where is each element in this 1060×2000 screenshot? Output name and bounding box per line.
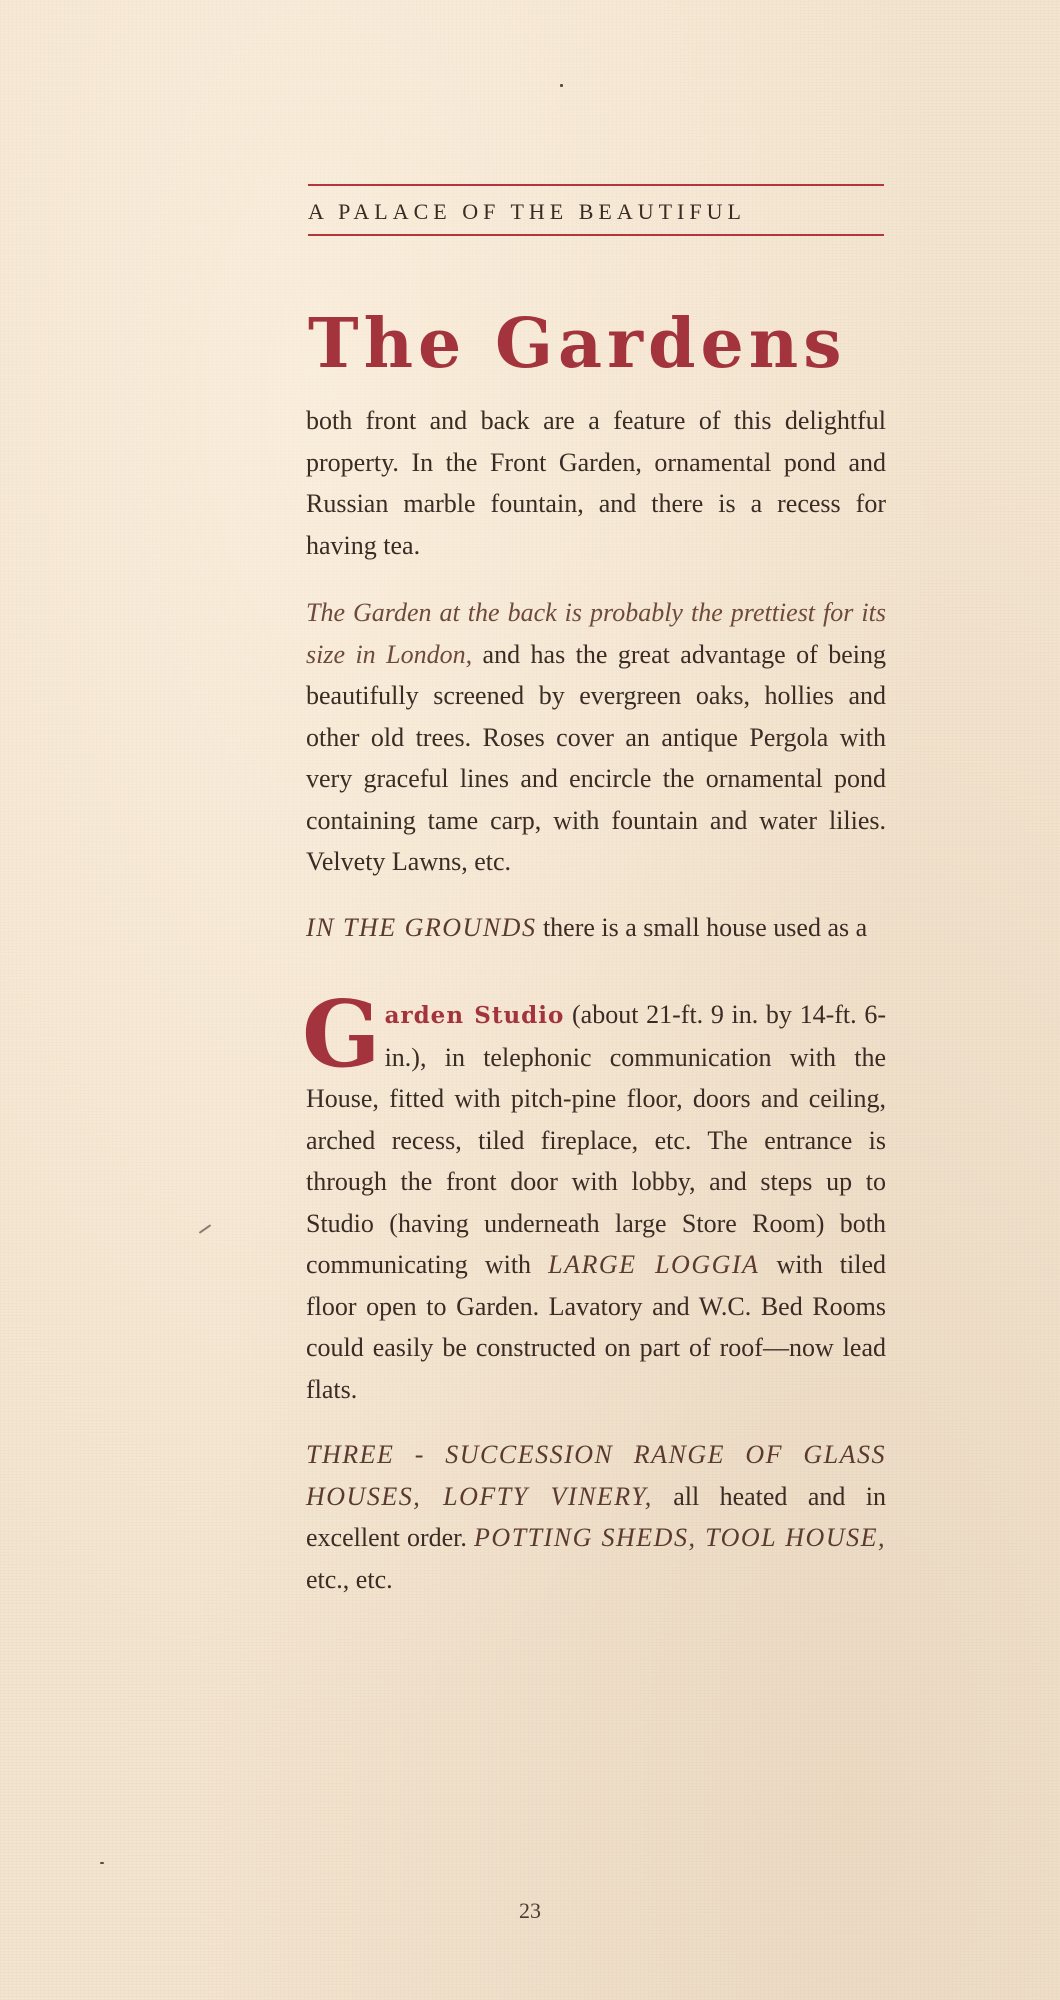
garden-studio-text-a: (about 21-ft. 9 in. by 14-ft. 6-in.), in telephonic communication with the House, fitted with pitch-pine floor, doors and ceiling, arched recess, tiled fireplace, etc. The entrance is through the front door with lobby, and steps up to Studio (having underneath large Store Room) both communicating with (306, 1000, 886, 1279)
page-number: 23 (519, 1898, 541, 1923)
paragraph-front-garden (306, 400, 886, 566)
glass-houses-end: etc., etc. (306, 1564, 393, 1594)
page-title: The Gardens (308, 304, 847, 384)
paragraph-back-garden (306, 592, 886, 883)
glass-houses-text: all heated and in excellent order. (306, 1481, 886, 1552)
paper-speck (199, 1224, 212, 1234)
paragraph-front-garden-text: both front and back are a feature of this delightful property. In the Front Garden, ornamental pond and Russian marble fountain, and there is a recess for having tea. (306, 406, 886, 560)
body-text (302, 400, 887, 1600)
garden-studio-text-b: with tiled floor open to Garden. Lavatory and W.C. Bed Rooms could easily be constructed on part of roof—now lead flats. (306, 1250, 887, 1404)
header-rule-bottom (308, 234, 884, 236)
running-head-text: A PALACE OF THE BEAUTIFUL (308, 199, 746, 224)
header-rule-top (308, 184, 884, 186)
running-header (308, 184, 884, 236)
back-garden-italic: The Garden at the back is probably the prettiest for its size in London, (306, 598, 886, 669)
paper-speck (560, 84, 563, 87)
garden-studio-heading: arden Studio (384, 1002, 565, 1029)
paragraph-garden-studio (302, 980, 887, 1410)
paragraph-grounds (306, 907, 886, 949)
sheds-italic: POTTING SHEDS, TOOL HOUSE, (474, 1523, 886, 1552)
drop-cap: G (302, 980, 381, 1088)
grounds-text: there is a small house used as a (536, 912, 868, 942)
paper-speck (100, 1862, 104, 1864)
loggia-italic: LARGE LOGGIA (548, 1250, 760, 1279)
glass-houses-italic: THREE - SUCCESSION RANGE OF GLASS HOUSES, LOFTY VINERY, (306, 1440, 886, 1511)
grounds-italic: IN THE GROUNDS (306, 912, 537, 942)
back-garden-text: and has the great advantage of being beautifully screened by evergreen oaks, hollies and other old trees. Roses cover an antique Pergola with very graceful lines and encircle the ornamental pond containing tame carp, with fountain and water lilies. Velvety Lawns, etc. (306, 639, 886, 876)
paragraph-glass-houses (306, 1434, 886, 1600)
